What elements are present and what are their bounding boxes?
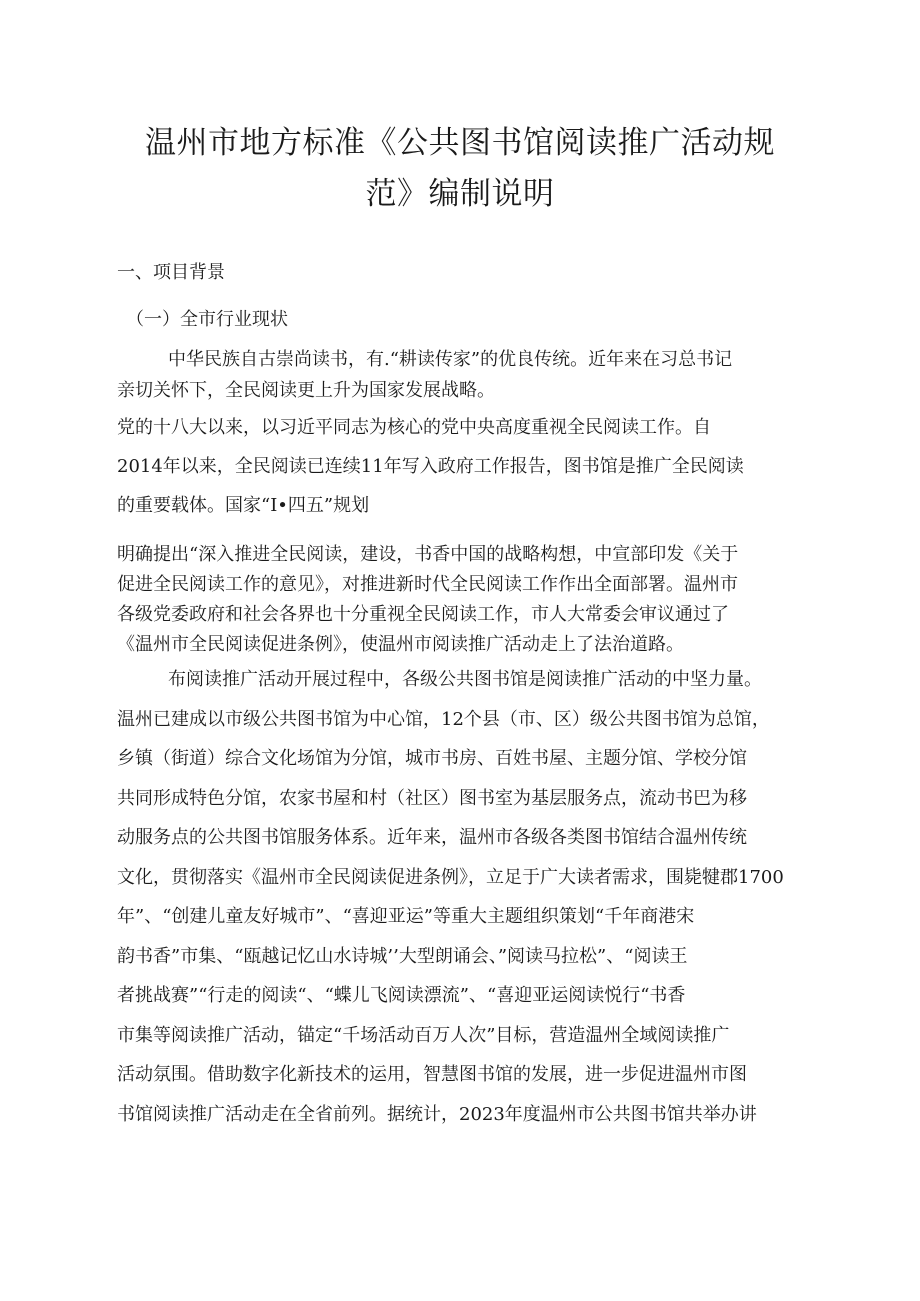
text-line: 促进全民阅读工作的意见》，对推进新时代全民阅读工作作出全面部署。温州市 xyxy=(117,574,738,595)
section-heading: 一、项目背景 xyxy=(117,262,225,283)
text-line: 中华民族自古崇尚读书，有.“耕读传家”的优良传统。近年来在习总书记 xyxy=(168,349,733,370)
document-title xyxy=(118,118,802,220)
text-line: 市集等阅读推广活动，锚定“千场活动百万人次”目标，营造温州全域阅读推广 xyxy=(117,1024,730,1046)
title-line: 范》编制说明 xyxy=(365,176,555,212)
text-line: 亲切关怀下，全民阅读更上升为国家发展战略。 xyxy=(117,380,495,401)
text-line: 党的十八大以来，以习近平同志为核心的党中央高度重视全民阅读工作。自 xyxy=(117,417,711,438)
text-line: 明确提出“深入推进全民阅读，建设，书香中国的战略构想，中宣部印发《关于 xyxy=(117,544,739,565)
text-line: 活动氛围。借助数字化新技术的运用，智慧图书馆的发展，进一步促进温州市图 xyxy=(117,1064,747,1085)
text-line: 的重要载体。国家“I•四五”规划 xyxy=(117,495,370,516)
subsection-heading: （一）全市行业现状 xyxy=(126,309,288,330)
title-line: 温州市地方标准《公共图书馆阅读推广活动规 xyxy=(145,125,775,161)
text-line: 各级党委政府和社会各界也十分重视全民阅读工作，市人大常委会审议通过了 xyxy=(117,604,729,625)
text-line: 动服务点的公共图书馆服务体系。近年来，温州市各级各类图书馆结合温州传统 xyxy=(117,827,747,848)
text-line: 乡镇（街道）综合文化场馆为分馆，城市书房、百姓书屋、主题分馆、学校分馆 xyxy=(117,748,747,769)
text-line: 布阅读推广活动开展过程中，各级公共图书馆是阅读推广活动的中坚力量。 xyxy=(168,669,762,690)
paragraph-2 xyxy=(117,408,827,525)
text-line: 者挑战赛”“行走的阅读“、“蝶儿飞阅读漂流”、“喜迎亚运阅读悦行“书香 xyxy=(117,985,686,1006)
paragraph-1 xyxy=(117,344,827,406)
text-line: 文化，贯彻落实《温州市全民阅读促进条例》，立足于广大读者需求，围毙犍郡1700 xyxy=(117,866,784,888)
text-line: 书馆阅读推广活动走在全省前列。据统计，2023年度温州市公共图书馆共举办讲 xyxy=(117,1103,757,1125)
text-line: 年”、“创建儿童友好城市”、“喜迎亚运”等重大主题组织策划“千年商港宋 xyxy=(117,906,695,927)
text-line: 共同形成特色分馆，农家书屋和村（社区）图书室为基层服务点，流动书巴为移 xyxy=(117,787,747,809)
text-line: 2014年以来，全民阅读已连续11年写入政府工作报告，图书馆是推广全民阅读 xyxy=(117,456,744,477)
text-line: 温州已建成以市级公共图书馆为中心馆，12个县（市、区）级公共图书馆为总馆， xyxy=(117,708,770,730)
paragraph-3 xyxy=(117,540,827,660)
paragraph-4 xyxy=(117,660,827,1134)
text-line: 韵书香”市集、“瓯越记忆山水诗城’’大型朗诵会、”阅读马拉松”、“阅读王 xyxy=(117,945,688,967)
text-line: 《温州市全民阅读促进条例》，使温州市阅读推广活动走上了法治道路。 xyxy=(117,634,684,655)
